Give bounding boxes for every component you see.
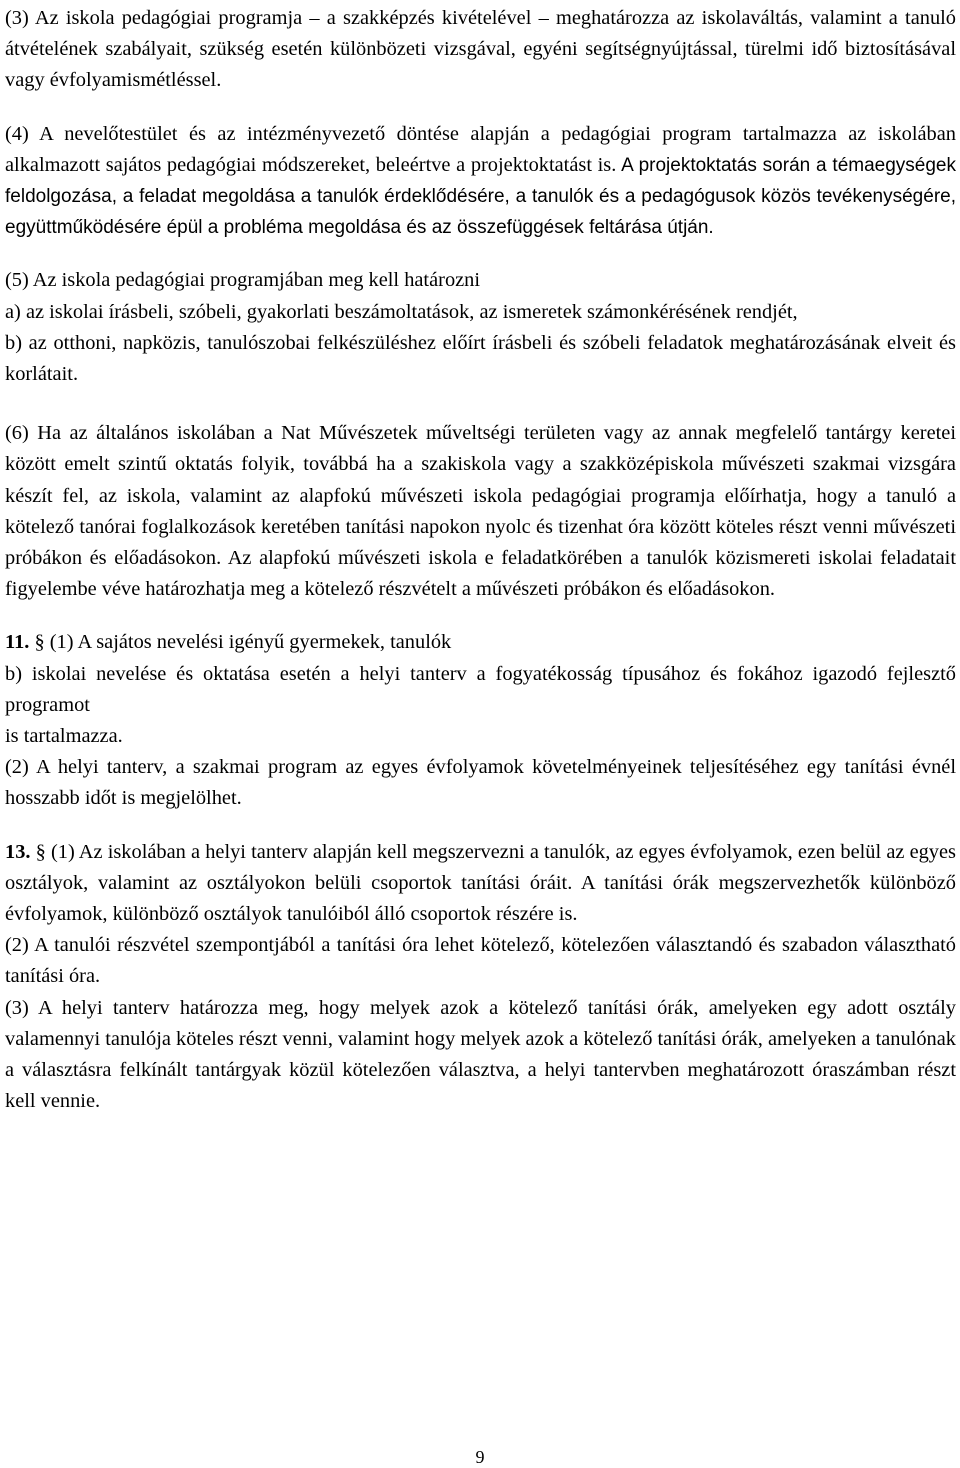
section-13-3: (3) A helyi tanterv határozza meg, hogy melyek azok a kötelező tanítási órák, amelyeken egy adott osztály valamennyi tanulója köteles részt venni, valamint hogy melyek azok a kötelező tanítási órák, amelyeken a tanulónak a választásra felkínált tantárgyak közül kötelezően választva, a helyi tantervben meghatározott óraszámban részt kell vennie. <box>5 996 956 1113</box>
section-11-number: 11. <box>5 631 30 654</box>
paragraph-4-second: A projektoktatás során a témaegységek feldolgozása, a feladat megoldása a tanulók érdeklődésére, a tanulók és a pedagógusok közös tevékenységére, együttműködésére épül a probléma megoldása és az összefüggések feltárása útján. <box>5 154 956 239</box>
paragraph-3: (3) Az iskola pedagógiai programja – a szakképzés kivételével – meghatározza az iskolaváltás, valamint a tanuló átvételének szabályait, szükség esetén különbözeti vizsgával, egyéni segítségnyújtással, türelmi idő biztosításával vagy évfolyamismétléssel. <box>5 7 956 92</box>
paragraph-5: (5) Az iskola pedagógiai programjában meg kell határozni <box>5 269 481 292</box>
page-number: 9 <box>475 1447 485 1467</box>
paragraph-6: (6) Ha az általános iskolában a Nat Művészetek műveltségi területen vagy az annak megfelelő tantárgy keretei között emelt szintű oktatás folyik, továbbá ha a szakiskola vagy a szakközépiskola művészeti szakmai vizsgára készít fel, az iskola, valamint az alapfokú művészeti iskola pedagógiai programja előírhatja, hogy a tanuló a kötelező tanórai foglalkozások keretében tanítási napokon nyolc és tizenhat óra között köteles részt venni művészeti próbákon és előadásokon. Az alapfokú művészeti iskola e feladatkörében a tanulók közismereti iskolai feladatait figyelembe véve határozhatja meg a kötelező részvételt a művészeti próbákon és előadásokon. <box>5 422 956 601</box>
section-13-heading <box>5 837 956 931</box>
section-13-text: § (1) Az iskolában a helyi tanterv alapján kell megszervezni a tanulók, az egyes évfolyamok, ezen belül az egyes osztályok, valamint az osztályokon belüli csoportok tanítási óráit. A tanítási órák megszervezhetők különböző évfolyamok, különböző osztályok tanulóiból álló csoportok részére is. <box>5 840 956 926</box>
section-11-c: is tartalmazza. <box>5 725 123 748</box>
section-13-number: 13. <box>5 840 31 863</box>
paragraph-4-first: (4) A nevelőtestület és az intézményvezető döntése alapján a pedagógiai program tartalmazza az iskolában alkalmazott sajátos pedagógiai módszereket, beleértve a projektoktatást is. <box>5 122 956 176</box>
document-body <box>5 3 956 1118</box>
section-11-2: (2) A helyi tanterv, a szakmai program az egyes évfolyamok követelményeinek teljesítéséhez egy tanítási évnél hosszabb időt is megjelölhet. <box>5 756 956 810</box>
paragraph-4 <box>5 119 956 244</box>
section-11-heading <box>5 627 956 658</box>
section-11-text: § (1) A sajátos nevelési igényű gyermekek, tanulók <box>29 631 452 654</box>
paragraph-5a: a) az iskolai írásbeli, szóbeli, gyakorlati beszámoltatások, az ismeretek számonkérésének rendjét, <box>5 300 798 323</box>
section-13-2: (2) A tanulói részvétel szempontjából a tanítási óra lehet kötelező, kötelezően választandó és szabadon választható tanítási óra. <box>5 934 956 988</box>
section-11-b: b) iskolai nevelése és oktatása esetén a helyi tanterv a fogyatékosság típusához és fokához igazodó fejlesztő programot <box>5 662 956 716</box>
paragraph-5b: b) az otthoni, napközis, tanulószobai felkészüléshez előírt írásbeli és szóbeli feladatok meghatározásának elveit és korlátait. <box>5 331 956 386</box>
